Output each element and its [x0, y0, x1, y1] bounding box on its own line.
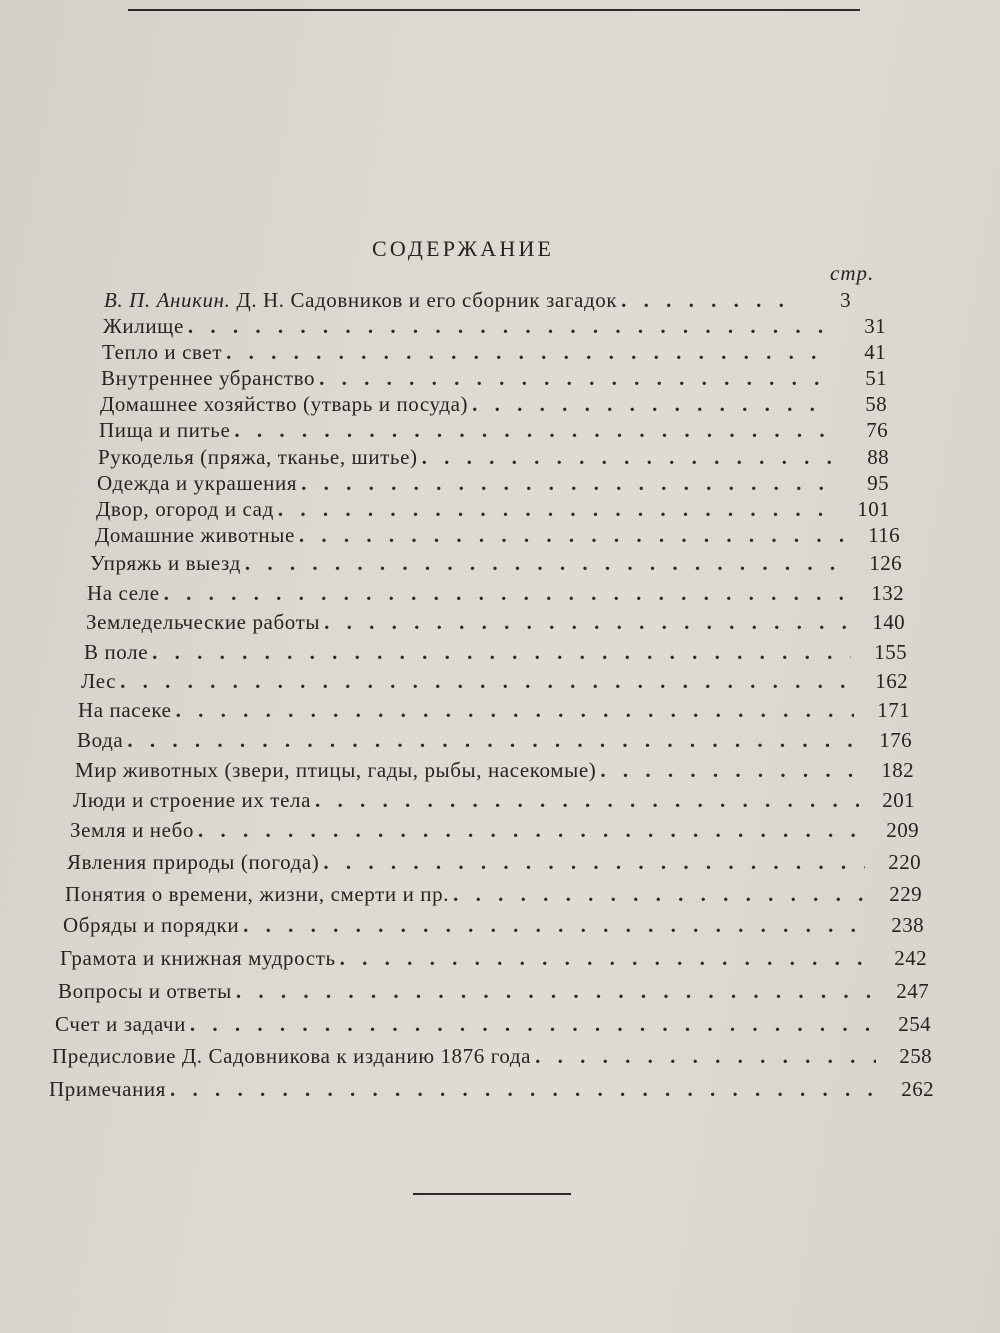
toc-entry [63, 913, 924, 941]
toc-entry [101, 366, 887, 394]
toc-entry-title: В поле [84, 640, 149, 664]
toc-entry-page: 258 [899, 1044, 932, 1068]
toc-entry-title: Лес [81, 669, 117, 693]
toc-entry-title: Предисловие Д. Садовникова к изданию 1876 года [52, 1044, 532, 1068]
dot-leader [190, 1012, 875, 1037]
dot-leader [170, 1077, 878, 1102]
toc-entry [102, 340, 886, 368]
toc-entry-page: 201 [882, 788, 915, 812]
dot-leader [472, 392, 831, 417]
toc-entry [98, 445, 889, 473]
toc-entry [96, 497, 890, 525]
toc-entry-title: Пища и питье [99, 418, 231, 442]
toc-entry-page: 51 [865, 366, 887, 390]
toc-entry-page: 95 [867, 471, 889, 495]
toc-entry-page: 254 [898, 1012, 931, 1036]
toc-entry-title: Двор, огород и сад [96, 497, 274, 521]
toc-entry [86, 610, 905, 638]
toc-entry-page: 126 [869, 551, 902, 575]
toc-entry [99, 418, 888, 446]
toc-entry [52, 1044, 932, 1072]
dot-leader [226, 340, 830, 365]
dot-leader [315, 788, 859, 813]
toc-entry-title-text: Д. Н. Садовников и его сборник загадок [236, 288, 618, 312]
toc-entry-page: 76 [866, 418, 888, 442]
toc-entry-title: Земледельческие работы [86, 610, 321, 634]
toc-entry-title: Вопросы и ответы [58, 979, 232, 1003]
toc-entry-page: 3 [840, 288, 851, 312]
toc-entry-page: 162 [875, 669, 908, 693]
toc-entry [95, 523, 900, 551]
dot-leader [621, 288, 795, 313]
toc-entry-title: Примечания [49, 1077, 167, 1101]
dot-leader [301, 471, 833, 496]
toc-entry [75, 758, 914, 786]
toc-entry-title: Домашнее хозяйство (утварь и посуда) [100, 392, 469, 416]
toc-entry [97, 471, 889, 499]
toc-entry-title: Обряды и порядки [63, 913, 240, 937]
toc-entry-title: Явления природы (погода) [67, 850, 320, 874]
toc-entry [70, 818, 919, 846]
toc-entry [49, 1077, 934, 1105]
toc-entry-title: Мир животных (звери, птицы, гады, рыбы, насекомые) [75, 758, 597, 782]
toc-entry-author: В. П. Аникин. [104, 288, 231, 312]
toc-entry [100, 392, 887, 420]
toc-entry-page: 58 [865, 392, 887, 416]
toc-entry-page: 101 [857, 497, 890, 521]
toc-entry-page: 247 [896, 979, 929, 1003]
toc-entry-title: Одежда и украшения [97, 471, 298, 495]
dot-leader [127, 728, 856, 753]
toc-entry [67, 850, 921, 878]
toc-entry-page: 132 [871, 581, 904, 605]
toc-entry [73, 788, 915, 816]
toc-entry-page: 140 [872, 610, 905, 634]
dot-leader [278, 497, 834, 522]
toc-entry [58, 979, 929, 1007]
bottom-rule [413, 1193, 571, 1195]
dot-leader [340, 946, 871, 971]
toc-entry-title: Домашние животные [95, 523, 295, 547]
toc-entry-page: 238 [891, 913, 924, 937]
toc-entry [90, 551, 902, 579]
toc-entry-page: 171 [877, 698, 910, 722]
toc-entry [87, 581, 904, 609]
contents-heading: СОДЕРЖАНИЕ [372, 236, 555, 261]
toc-entry [103, 314, 886, 342]
toc-entry-title: На пасеке [78, 698, 172, 722]
toc-entry-title: На селе [87, 581, 160, 605]
toc-entry-title: Понятия о времени, жизни, смерти и пр. [65, 882, 450, 906]
dot-leader [600, 758, 858, 783]
toc-entry-page: 176 [879, 728, 912, 752]
dot-leader [535, 1044, 876, 1069]
toc-entry-page: 182 [881, 758, 914, 782]
toc-entry-page: 88 [867, 445, 889, 469]
dot-leader [243, 913, 868, 938]
toc-entry-title: Рукоделья (пряжа, тканье, шитье) [98, 445, 418, 469]
toc-entry-page: 220 [888, 850, 921, 874]
toc-entry [81, 669, 908, 697]
dot-leader [323, 850, 865, 875]
dot-leader [198, 818, 863, 843]
toc-entry [84, 640, 907, 668]
dot-leader [299, 523, 844, 548]
toc-entry-page: 262 [901, 1077, 934, 1101]
page-column-label: стр. [830, 261, 875, 285]
dot-leader [176, 698, 854, 723]
toc-entry-page: 229 [889, 882, 922, 906]
toc-entry-page: 155 [874, 640, 907, 664]
dot-leader [234, 418, 832, 443]
toc-entry [104, 288, 851, 316]
dot-leader [120, 669, 852, 694]
toc-entry-title: Тепло и свет [102, 340, 223, 364]
toc-entry-page: 31 [864, 314, 886, 338]
toc-entry-title: Грамота и книжная мудрость [60, 946, 336, 970]
dot-leader [453, 882, 866, 907]
toc-entry-page: 209 [886, 818, 919, 842]
toc-entry [77, 728, 912, 756]
toc-entry-title: Вода [77, 728, 124, 752]
toc-entry [78, 698, 910, 726]
toc-entry [55, 1012, 931, 1040]
toc-entry-title: Земля и небо [70, 818, 194, 842]
dot-leader [245, 551, 846, 576]
dot-leader [324, 610, 849, 635]
dot-leader [188, 314, 830, 339]
toc-entry [65, 882, 922, 910]
dot-leader [152, 640, 851, 665]
toc-entry [60, 946, 927, 974]
top-rule [128, 9, 860, 11]
toc-entry-page: 41 [864, 340, 886, 364]
dot-leader [319, 366, 831, 391]
dot-leader [164, 581, 848, 606]
toc-entry-title: Жилище [103, 314, 184, 338]
toc-entry-title: Счет и задачи [55, 1012, 186, 1036]
dot-leader [422, 445, 833, 470]
toc-entry-title [104, 288, 621, 313]
toc-entry-page: 242 [894, 946, 927, 970]
toc-entry-title: Упряжь и выезд [90, 551, 241, 575]
toc-entry-title: Внутреннее убранство [101, 366, 316, 390]
dot-leader [236, 979, 873, 1004]
toc-entry-title: Люди и строение их тела [73, 788, 311, 812]
toc-entry-page: 116 [868, 523, 900, 547]
